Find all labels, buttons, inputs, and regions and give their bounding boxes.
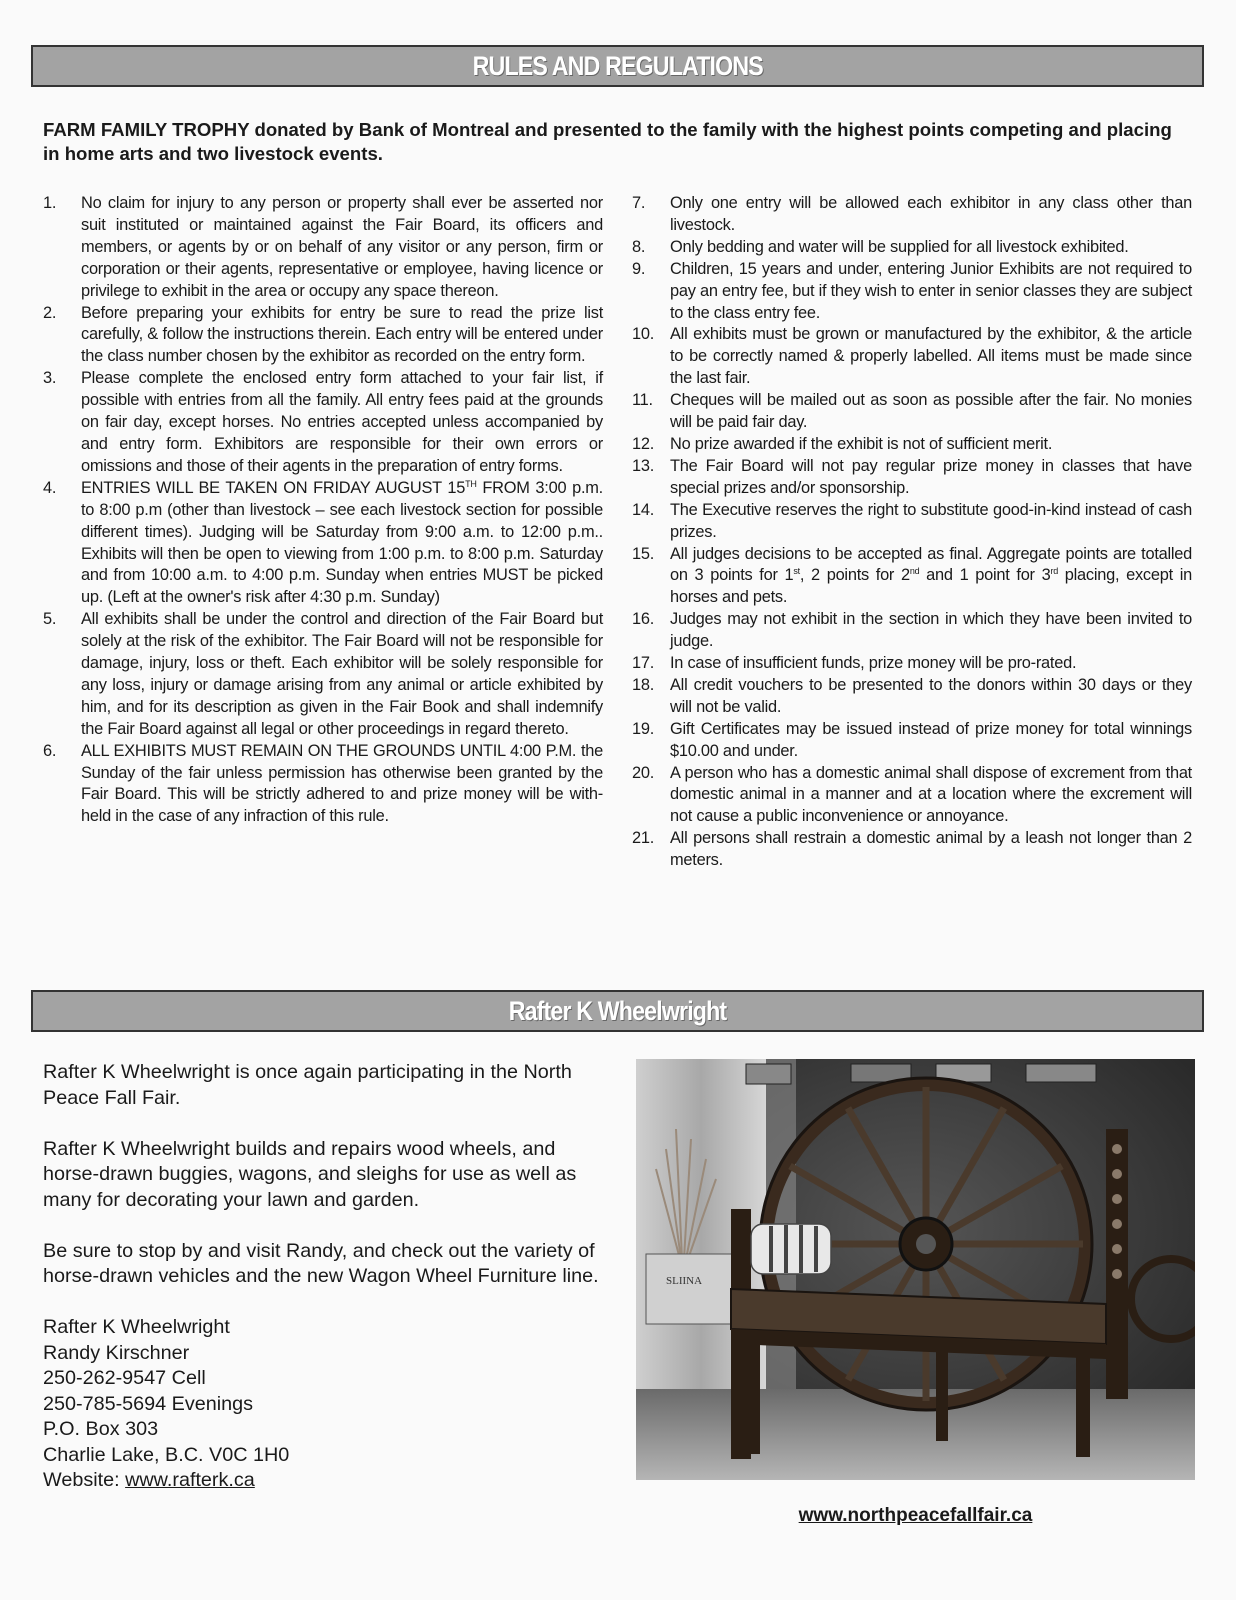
rule-item — [632, 259, 1192, 325]
rule-text-part: placing, except in horses and pets. — [670, 566, 1192, 607]
rule-number: 19. — [632, 719, 655, 738]
rafterk-website-link[interactable]: www.rafterk.ca — [125, 1469, 255, 1491]
rule-text-part: ENTRIES WILL BE TAKEN ON FRIDAY AUGUST 15 — [81, 478, 466, 497]
rule-item — [632, 434, 1192, 456]
rule-superscript: rd — [1050, 566, 1058, 577]
wheelwright-title: Rafter K Wheelwright — [508, 995, 727, 1026]
rule-item — [43, 368, 603, 478]
rule-item — [632, 324, 1192, 390]
rule-item — [632, 763, 1192, 829]
rule-item — [632, 675, 1192, 719]
rule-text-part: All judges decisions to be accepted as final. Aggregate points are totalled on 3 points for 1 — [670, 544, 1192, 585]
rule-superscript: nd — [909, 566, 920, 577]
rule-number: 16. — [632, 610, 655, 629]
rule-item — [632, 193, 1192, 237]
rule-number: 20. — [632, 763, 655, 782]
wooden-crate — [646, 1254, 736, 1324]
rule-item — [632, 653, 1192, 675]
rule-item — [632, 828, 1192, 872]
rules-right-column — [632, 193, 1192, 872]
striped-pillow — [751, 1224, 831, 1274]
wheelwright-banner — [31, 990, 1204, 1032]
rule-number: 6. — [43, 741, 57, 760]
rule-number: 13. — [632, 456, 655, 475]
rule-text-part: and 1 point for 3 — [919, 566, 1051, 585]
rule-number: 8. — [632, 237, 646, 256]
rule-item — [632, 456, 1192, 500]
rule-number: 11. — [632, 391, 653, 410]
rule-text: ALL EXHIBITS MUST REMAIN ON THE GROUNDS UNTIL 4:00 P.M. the Sunday of the fair unless permission has otherwise been granted by the Fair Board. This will be strictly adhered to and prize money will be with-held in the case of any infraction of this rule. — [81, 741, 603, 826]
wheelwright-paragraph: Rafter K Wheelwright is once again participating in the North Peace Fall Fair. — [43, 1061, 572, 1109]
rule-item — [632, 500, 1192, 544]
rule-item — [632, 544, 1192, 610]
rule-text: Judges may not exhibit in the section in which they have been invited to judge. — [670, 610, 1192, 651]
rule-item — [43, 741, 603, 829]
rule-text: Only one entry will be allowed each exhibitor in any class other than livestock. — [670, 194, 1192, 234]
contact-cell: 250-262-9547 Cell — [43, 1367, 206, 1389]
bench-leg — [1076, 1357, 1090, 1457]
fair-website-link[interactable]: www.northpeacefallfair.ca — [798, 1505, 1033, 1526]
contact-person: Randy Kirschner — [43, 1341, 190, 1364]
rule-text: No prize awarded if the exhibit is not of sufficient merit. — [670, 434, 1053, 453]
contact-city: Charlie Lake, B.C. V0C 1H0 — [43, 1443, 290, 1466]
wheelwright-text — [43, 1060, 603, 1494]
rule-text: The Fair Board will not pay regular prize money in classes that have special prizes and/or sponsorship. — [670, 456, 1192, 497]
wall-frame — [1026, 1064, 1096, 1082]
rule-number: 10. — [632, 325, 655, 344]
rule-item — [43, 303, 603, 369]
farm-family-intro — [43, 118, 1183, 166]
rule-text: The Executive reserves the right to substitute good-in-kind instead of cash prizes. — [670, 500, 1192, 541]
rule-text-part: FROM 3:00 p.m. to 8:00 p.m (other than livestock – see each livestock section for possible different times). Judging will be Saturday from 9:00 a.m. to 12:00 p.m.. Exhibits will then be open to viewing from 1:00 p.m. to 8:00 p.m. Saturday and from 10:00 a.m. to 4:00 p.m. Sunday when entries MUST be picked up. (Left at the owner's risk after 4:30 p.m. Sunday) — [81, 478, 603, 607]
rule-item — [632, 237, 1192, 259]
website-label: Website: — [43, 1469, 126, 1491]
rule-number: 5. — [43, 610, 57, 629]
rule-item — [43, 478, 603, 609]
bench-leg — [746, 1344, 760, 1454]
bench-photo-illustration — [636, 1059, 1195, 1480]
rule-text: All exhibits must be grown or manufactured by the exhibitor, & the article to be correctly named & properly labelled. All items must be made since the last fair. — [670, 325, 1192, 388]
rule-superscript: TH — [465, 478, 477, 489]
rule-text: In case of insufficient funds, prize money will be pro-rated. — [670, 654, 1077, 673]
bench-leg — [936, 1351, 948, 1441]
rule-text: No claim for injury to any person or property shall ever be asserted nor suit instituted or maintained against the Fair Board, its officers and members, or agents by or on behalf of any visitor or any person, firm or corporation or their agents, representative or employee, having licence or privilege to exhibit in the area or occupy any space thereon. — [81, 194, 603, 300]
rules-left-column — [43, 193, 603, 828]
rule-number: 14. — [632, 500, 655, 519]
rule-text — [670, 544, 1192, 610]
rule-text: A person who has a domestic animal shall dispose of excrement from that domestic animal in a manner and at a location where the excrement will not cause a public inconvenience or annoyance. — [670, 763, 1192, 826]
rule-number: 15. — [632, 544, 655, 563]
rule-number: 2. — [43, 303, 57, 322]
rule-number: 1. — [43, 194, 57, 212]
rule-text: Children, 15 years and under, entering Junior Exhibits are not required to pay an entry fee, but if they wish to enter in senior classes they are subject to the class entry fee. — [670, 259, 1192, 322]
rule-text-part: , 2 points for 2 — [799, 566, 910, 585]
contact-block — [43, 1315, 603, 1494]
rules-title: RULES AND REGULATIONS — [472, 50, 763, 81]
rule-item — [632, 390, 1192, 434]
rule-text — [81, 478, 603, 609]
rule-text: Cheques will be mailed out as soon as possible after the fair. No monies will be paid fair day. — [670, 391, 1192, 432]
intro-lead: FARM FAMILY TROPHY — [43, 119, 250, 140]
rule-number: 7. — [632, 194, 646, 212]
wheelwright-paragraph: Be sure to stop by and visit Randy, and check out the variety of horse-drawn vehicles and the new Wagon Wheel Furniture line. — [43, 1239, 599, 1287]
rule-text: Gift Certificates may be issued instead of prize money for total winnings $10.00 and under. — [670, 719, 1192, 760]
rule-number: 21. — [632, 829, 655, 848]
rule-text: All persons shall restrain a domestic animal by a leash not longer than 2 meters. — [670, 829, 1192, 870]
rule-text: Please complete the enclosed entry form attached to your fair list, if possible with entries from all the family. All entry fees paid at the grounds on fair day, except horses. No entries accepted unless accompanied by and entry form. Exhibitors are responsible for their own errors or omissions and those of their agents in the preparation of entry forms. — [81, 369, 603, 475]
rule-number: 18. — [632, 675, 655, 694]
wall-frame — [746, 1064, 791, 1084]
crate-label: SLIINA — [666, 1275, 703, 1287]
rule-text: Only bedding and water will be supplied for all livestock exhibited. — [670, 237, 1129, 256]
rule-number: 17. — [632, 654, 655, 673]
rule-number: 3. — [43, 369, 57, 388]
rule-superscript: st — [793, 566, 800, 577]
rule-text: All credit vouchers to be presented to the donors within 30 days or they will not be valid. — [670, 675, 1192, 716]
rule-number: 4. — [43, 478, 57, 497]
wagon-wheel-bench-photo — [636, 1059, 1195, 1480]
rule-text: All exhibits shall be under the control and direction of the Fair Board but solely at the risk of the exhibitor. The Fair Board will not be responsible for damage, injury, loss or theft. Each exhibitor will be solely responsible for any loss, injury or damage arising from any animal or article exhibited by him, and for its description as given in the Fair Book and shall indemnify the Fair Board against all legal or other proceedings in regard thereto. — [81, 610, 603, 738]
rule-number: 12. — [632, 434, 655, 453]
rule-item — [43, 193, 603, 303]
hub-cap — [916, 1234, 936, 1254]
wheelwright-paragraph: Rafter K Wheelwright builds and repairs wood wheels, and horse-drawn buggies, wagons, and sleighs for use as well as many for decorating your lawn and garden. — [43, 1137, 577, 1211]
rule-item — [43, 609, 603, 740]
rule-item — [632, 609, 1192, 653]
contact-evenings: 250-785-5694 Evenings — [43, 1392, 254, 1415]
contact-website-line — [43, 1468, 603, 1494]
rule-item — [632, 719, 1192, 763]
rule-text: Before preparing your exhibits for entry be sure to read the prize list carefully, & follow the instructions therein. Each entry will be entered under the class number chosen by the exhibitor as recorded on the entry form. — [81, 303, 603, 366]
rules-banner — [31, 45, 1204, 87]
rule-number: 9. — [632, 259, 646, 278]
contact-business: Rafter K Wheelwright — [43, 1316, 230, 1338]
intro-rest: donated by Bank of Montreal and presented to the family with the highest points competing and placing in home arts and two livestock events. — [43, 119, 1172, 164]
contact-po-box: P.O. Box 303 — [43, 1418, 159, 1440]
